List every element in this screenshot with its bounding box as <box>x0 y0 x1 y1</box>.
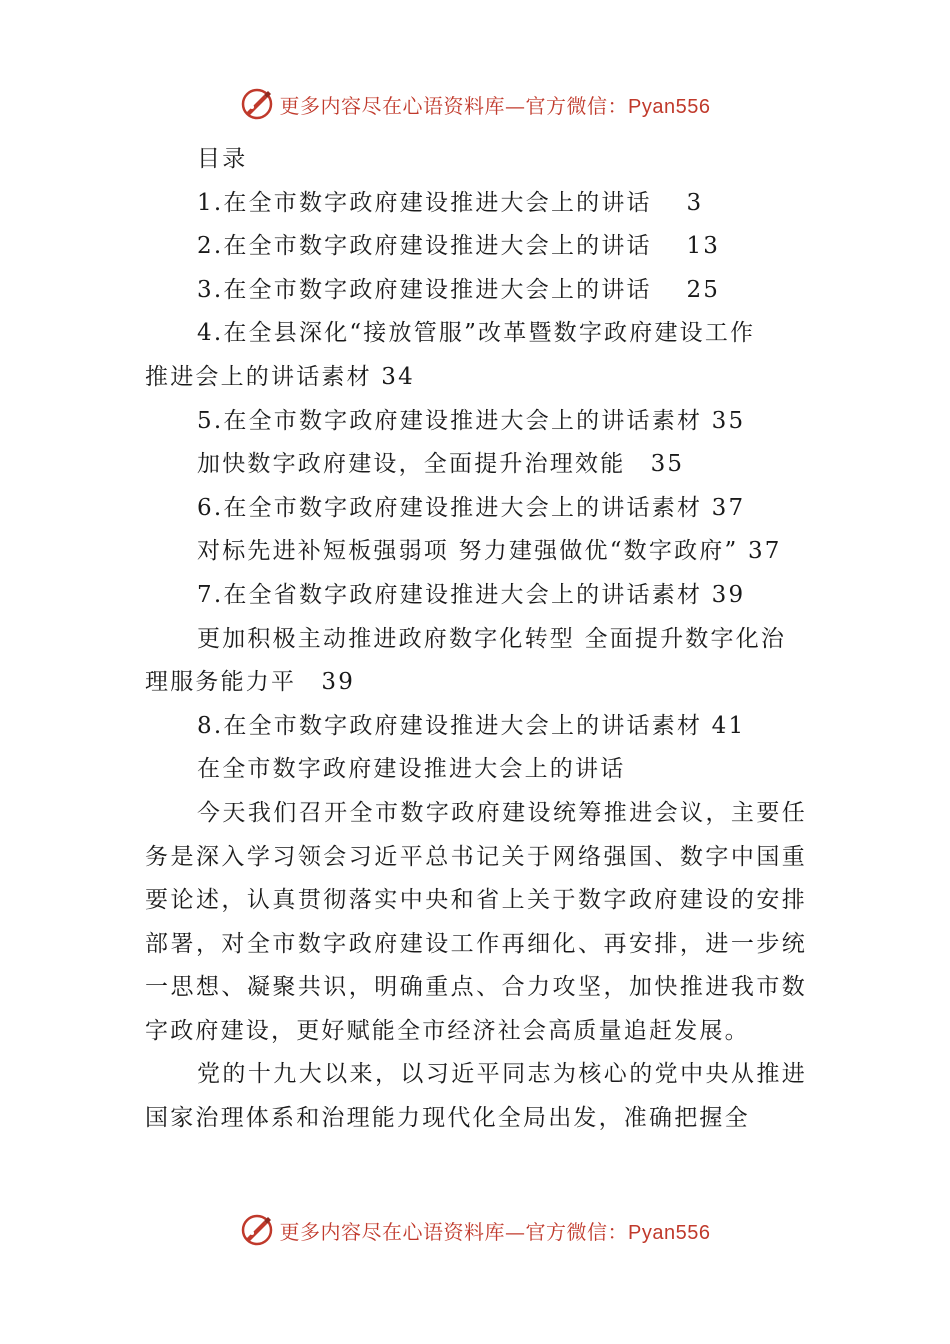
toc-item: 1.在全市数字政府建设推进大会上的讲话 3 <box>197 189 704 216</box>
toc-item: 更加积极主动推进政府数字化转型 全面提升数字化治 <box>197 625 787 652</box>
toc-item: 2.在全市数字政府建设推进大会上的讲话 13 <box>197 233 721 260</box>
speech-heading: 在全市数字政府建设推进大会上的讲话 <box>197 756 626 783</box>
banner-wechat-id: Pyan556 <box>628 1221 711 1244</box>
toc-item: 8.在全市数字政府建设推进大会上的讲话素材 41 <box>197 712 746 739</box>
pen-logo-icon <box>240 1213 274 1247</box>
banner-label: 更多内容尽在心语资料库—官方微信： <box>279 1219 629 1244</box>
document-content <box>145 138 807 1141</box>
toc-item: 5.在全市数字政府建设推进大会上的讲话素材 35 <box>197 407 746 434</box>
toc-item: 加快数字政府建设，全面提升治理效能 35 <box>197 451 685 478</box>
toc-item: 7.在全省数字政府建设推进大会上的讲话素材 39 <box>197 581 746 608</box>
footer-banner <box>0 1210 950 1250</box>
toc-item: 推进会上的讲话素材 34 <box>145 363 415 390</box>
toc-item: 4.在全县深化“接放管服”改革暨数字政府建设工作 <box>197 320 756 347</box>
banner-label: 更多内容尽在心语资料库—官方微信： <box>279 93 629 118</box>
header-banner <box>0 84 950 124</box>
toc-list <box>145 182 807 749</box>
banner-text <box>280 90 711 119</box>
toc-title: 目录 <box>197 146 248 172</box>
toc-item: 6.在全市数字政府建设推进大会上的讲话素材 37 <box>197 494 746 521</box>
toc-item: 理服务能力平 39 <box>145 669 356 696</box>
banner-wechat-id: Pyan556 <box>628 95 711 118</box>
banner-text <box>280 1216 711 1245</box>
toc-item: 3.在全市数字政府建设推进大会上的讲话 25 <box>197 276 721 303</box>
toc-item: 对标先进补短板强弱项 努力建强做优“数字政府” 37 <box>197 538 782 565</box>
pen-logo-icon <box>240 87 274 121</box>
body-paragraph: 今天我们召开全市数字政府建设统筹推进会议，主要任务是深入学习领会习近平总书记关于网络强国、数字中国重要论述，认真贯彻落实中央和省上关于数字政府建设的安排部署，对全市数字政府建设工作再细化、再安排，进一步统一思想、凝聚共识，明确重点、合力攻坚，加快推进我市数字政府建设，更好赋能全市经济社会高质量追赶发展。 <box>145 799 807 1044</box>
body-paragraph: 党的十九大以来，以习近平同志为核心的党中央从推进国家治理体系和治理能力现代化全局出发，准确把握全 <box>145 1061 807 1132</box>
speech-body <box>145 792 807 1141</box>
